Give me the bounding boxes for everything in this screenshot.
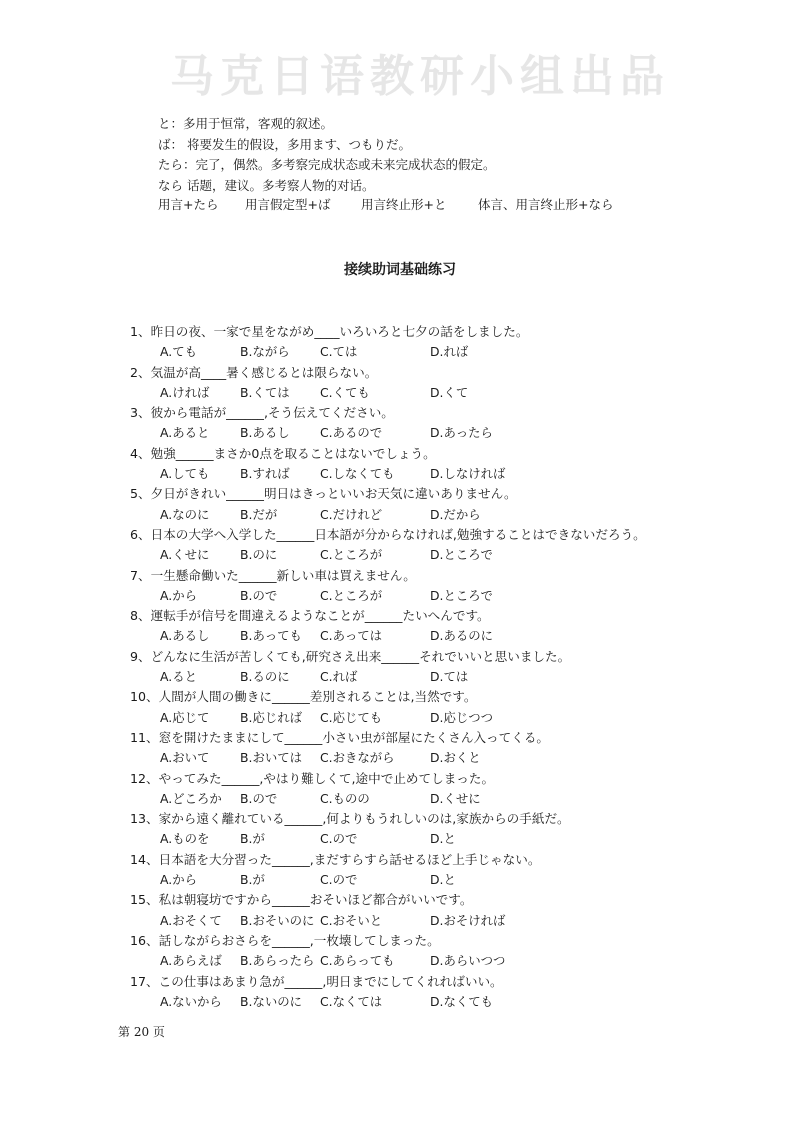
option-b: B.あらったら — [240, 953, 315, 969]
answer-options — [160, 748, 750, 768]
option-b: B.ないのに — [240, 993, 303, 1009]
question-text: 8、運転手が信号を間違えるようなことが______たいへんです。 — [130, 608, 490, 624]
answer-options — [160, 829, 750, 849]
note-nara: なら 话题，建议。多考察人物的对话。 — [158, 177, 375, 193]
answer-options — [160, 626, 750, 646]
question-text: 2、気温が高____暑く感じるとは限らない。 — [130, 364, 378, 380]
option-b: B.あるし — [240, 425, 290, 441]
option-c: C.ところが — [320, 547, 383, 563]
option-d: D.と — [430, 831, 456, 847]
option-c: C.しなくても — [320, 466, 395, 482]
option-a: A.あらえば — [160, 953, 222, 969]
note-to: と：多用于恒常，客观的叙述。 — [158, 116, 334, 131]
section-title: 接续助词基础练习 — [344, 262, 456, 278]
option-c: C.れば — [320, 669, 358, 685]
question-text: 14、日本語を大分習った______,まだすらすら話せるほど上手じゃない。 — [130, 851, 541, 867]
answer-options — [160, 342, 750, 362]
answer-options — [160, 667, 750, 687]
question-text: 3、彼から電話が______,そう伝えてください。 — [130, 405, 394, 421]
question-text: 15、私は朝寝坊ですから______おそいほど都合がいいです。 — [130, 892, 473, 908]
option-d: D.ては — [430, 669, 469, 685]
exercise-list — [130, 322, 750, 1012]
option-d: D.おそければ — [430, 912, 506, 928]
option-c: C.あるので — [320, 425, 383, 441]
option-b: B.すれば — [240, 466, 290, 482]
option-b: B.おそいのに — [240, 912, 315, 928]
option-c: C.応じても — [320, 709, 383, 725]
answer-options — [160, 545, 750, 565]
answer-options — [160, 951, 750, 971]
option-c: C.なくては — [320, 993, 383, 1009]
option-c: C.ので — [320, 831, 358, 847]
watermark: 马克日语教研小组出品 — [170, 51, 670, 102]
question-text: 11、窓を開けたままにして______小さい虫が部屋にたくさん入ってくる。 — [130, 729, 550, 745]
usage-notes — [158, 114, 496, 196]
option-b: B.ながら — [240, 344, 290, 360]
option-b: B.おいては — [240, 750, 303, 766]
answer-options — [160, 992, 750, 1012]
option-a: A.から — [160, 587, 197, 603]
option-b: B.が — [240, 831, 265, 847]
question-text: 17、この仕事はあまり急が______,明日までにしてくれればいい。 — [130, 973, 503, 989]
note-ba: ば： 将要发生的假设，多用ます、つもりだ。 — [158, 136, 411, 152]
option-d: D.しなければ — [430, 466, 506, 482]
form-nara: 体言、用言终止形+なら — [478, 197, 614, 212]
option-a: A.あるし — [160, 628, 210, 644]
option-a: A.なのに — [160, 506, 210, 522]
option-d: D.ところで — [430, 587, 493, 603]
option-d: D.あるのに — [430, 628, 494, 644]
option-c: C.ては — [320, 344, 358, 360]
option-a: A.ければ — [160, 384, 210, 400]
option-b: B.あっても — [240, 628, 302, 644]
question-text: 1、昨日の夜、一家で星をながめ____いろいろと七夕の話をしました。 — [130, 324, 529, 339]
option-a: A.おそくて — [160, 912, 222, 928]
question-text: 16、話しながらおさらを______,一枚壊してしまった。 — [130, 932, 440, 948]
answer-options — [160, 505, 750, 525]
form-ba: 用言假定型+ば — [245, 197, 331, 212]
option-c: C.だけれど — [320, 506, 383, 522]
answer-options — [160, 911, 750, 931]
answer-options — [160, 586, 750, 606]
question-text: 6、日本の大学へ入学した______日本語が分からなければ,勉強することはできないだろう。 — [130, 526, 646, 542]
option-d: D.あらいつつ — [430, 953, 506, 969]
option-c: C.くても — [320, 384, 370, 400]
option-d: D.応じつつ — [430, 709, 494, 725]
question-text: 12、やってみた______,やはり難しくて,途中で止めてしまった。 — [130, 770, 495, 786]
option-b: B.が — [240, 872, 265, 888]
option-a: A.しても — [160, 466, 210, 482]
option-d: D.れば — [430, 344, 469, 360]
option-b: B.応じれば — [240, 709, 303, 725]
option-d: D.ところで — [430, 547, 493, 563]
option-c: C.おきながら — [320, 750, 395, 766]
question-text: 7、一生懸命働いた______新しい車は買えません。 — [130, 567, 416, 583]
option-b: B.のに — [240, 547, 278, 563]
question-text: 4、勉強______まさか0点を取ることはないでしょう。 — [130, 445, 436, 461]
answer-options — [160, 708, 750, 728]
option-b: B.くては — [240, 384, 290, 400]
option-d: D.くせに — [430, 790, 481, 806]
option-d: D.なくても — [430, 993, 494, 1009]
option-b: B.るのに — [240, 669, 290, 685]
option-d: D.と — [430, 872, 456, 888]
option-a: A.どころか — [160, 790, 222, 806]
option-b: B.だが — [240, 506, 278, 522]
question-text: 13、家から遠く離れている______,何よりもうれしいのは,家族からの手紙だ。 — [130, 811, 570, 827]
option-d: D.あったら — [430, 425, 493, 441]
option-a: A.ても — [160, 344, 197, 360]
option-a: A.くせに — [160, 547, 210, 563]
option-d: D.くて — [430, 384, 469, 400]
option-c: C.ところが — [320, 587, 383, 603]
question-text: 5、夕日がきれい______明日はきっといいお天気に違いありません。 — [130, 486, 517, 502]
option-b: B.ので — [240, 587, 278, 603]
option-c: C.ので — [320, 872, 358, 888]
note-tara: たら：完了，偶然。多考察完成状态或未来完成状态的假定。 — [158, 157, 496, 172]
question-text: 10、人間が人間の働きに______差別されることは,当然です。 — [130, 689, 477, 705]
answer-options — [160, 870, 750, 890]
answer-options — [160, 423, 750, 443]
answer-options — [160, 464, 750, 484]
option-c: C.あらっても — [320, 953, 395, 969]
option-a: A.ものを — [160, 831, 210, 847]
conjugation-forms — [158, 195, 658, 215]
option-a: A.あると — [160, 425, 210, 441]
option-c: C.あっては — [320, 628, 383, 644]
option-b: B.ので — [240, 790, 278, 806]
option-a: A.応じて — [160, 709, 210, 725]
option-a: A.ないから — [160, 993, 222, 1009]
form-to: 用言终止形+と — [361, 197, 447, 212]
option-c: C.おそいと — [320, 912, 383, 928]
question-text: 9、どんなに生活が苦しくても,研究さえ出来______それでいいと思いました。 — [130, 648, 571, 664]
option-d: D.だから — [430, 506, 481, 522]
option-a: A.から — [160, 872, 197, 888]
option-d: D.おくと — [430, 750, 481, 766]
option-a: A.おいて — [160, 750, 210, 766]
option-a: A.ると — [160, 669, 197, 685]
option-c: C.ものの — [320, 790, 370, 806]
answer-options — [160, 789, 750, 809]
page-number: 第 20 页 — [118, 1025, 165, 1039]
answer-options — [160, 383, 750, 403]
form-tara: 用言+たら — [158, 197, 219, 212]
